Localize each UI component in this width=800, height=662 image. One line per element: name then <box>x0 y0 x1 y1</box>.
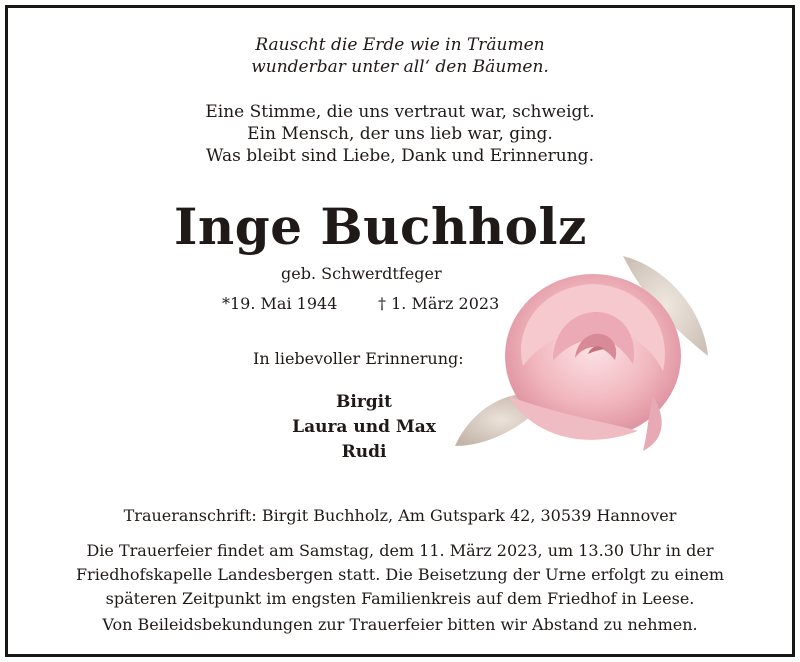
memorial-intro: In liebevoller Erinnerung: <box>253 349 464 368</box>
poem-italic-line: Rauscht die Erde wie in Träumen <box>255 35 545 55</box>
poem-line: Was bleibt sind Liebe, Dank und Erinnerung. <box>206 146 594 166</box>
ceremony-line: späteren Zeitpunkt im engsten Familienkreis auf dem Friedhof in Leese. <box>105 589 695 608</box>
poem-line: Eine Stimme, die uns vertraut war, schweigt. <box>205 102 595 122</box>
obituary-frame <box>5 5 795 657</box>
birth-name: geb. Schwerdtfeger <box>281 264 442 283</box>
poem-line: Ein Mensch, der uns lieb war, ging. <box>247 124 553 144</box>
mourner-name: Birgit <box>336 392 392 412</box>
ceremony-line: Friedhofskapelle Landesbergen statt. Die Beisetzung der Urne erfolgt zu einem <box>75 565 725 584</box>
rose-icon <box>453 246 713 461</box>
poem-italic <box>8 34 792 78</box>
poem-italic-line: wunderbar unter all‘ den Bäumen. <box>251 57 549 77</box>
mourner-name: Rudi <box>341 442 387 462</box>
condolence-note: Von Beileidsbekundungen zur Trauerfeier bitten wir Abstand zu nehmen. <box>102 615 698 634</box>
death-date: † 1. März 2023 <box>378 294 500 313</box>
birth-date: *19. Mai 1944 <box>222 294 338 313</box>
mourning-address: Traueranschrift: Birgit Buchholz, Am Gutspark 42, 30539 Hannover <box>123 506 677 525</box>
ceremony-line: Die Trauerfeier findet am Samstag, dem 11. März 2023, um 13.30 Uhr in der <box>86 541 714 560</box>
mourners-list <box>258 390 470 465</box>
deceased-name: Inge Buchholz <box>174 197 587 256</box>
ceremony-info <box>8 539 792 611</box>
mourner-name: Laura und Max <box>292 417 436 437</box>
poem <box>8 101 792 167</box>
